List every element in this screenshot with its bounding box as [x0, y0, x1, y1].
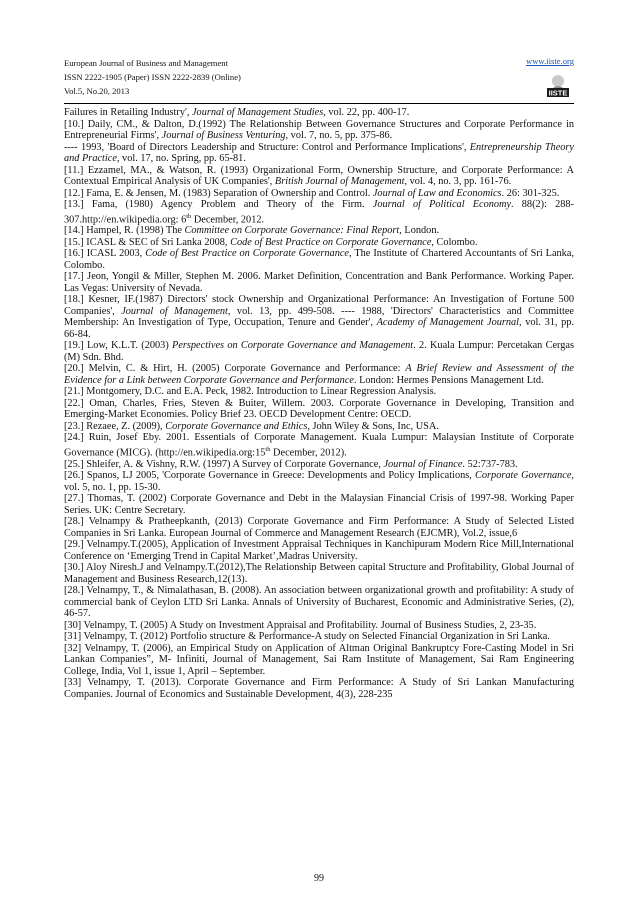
- reference-text: . 2. Kuala Lumpur: Percetakan Cergas (M) Sdn. Bhd.: [64, 340, 575, 363]
- reference-text: [16.] ICASL 2003,: [64, 248, 146, 260]
- reference-text: [11.] Ezzamel, MA., & Watson, R. (1993) Organizational Form, Ownership Structure, and Corporate Performance: A Contextual Empirical Analysis of UK Companies',: [64, 164, 574, 187]
- reference-text: [23.] Rezaee, Z. (2009),: [64, 420, 166, 432]
- reference-text: [26.] Spanos, LJ 2005, 'Corporate Governance in Greece: Developments and Policy Implications,: [64, 470, 476, 482]
- reference-text: [14.] Hampel, R. (1998) The: [64, 225, 185, 237]
- header-divider: [64, 103, 574, 104]
- reference-entry: [64, 386, 574, 398]
- reference-title: Corporate Governance and Ethics: [165, 420, 308, 432]
- reference-text: [32] Velnampy, T. (2006), an Empirical Study on Application of Altman Original Bankruptcy Fore-Casting Model in Sri Lankan Companies”, M- Infiniti, Journal of Management, Sai Ram Institute of Management, Sai Ram Engineering College, India, Vol 1, issue 1, April – September.: [64, 642, 574, 677]
- reference-text: [27.] Thomas, T. (2002) Corporate Governance and Debt in the Malaysian Financial Crisis of 1997-98. Working Paper Series. UK: Centre Secretary.: [64, 493, 574, 516]
- journal-url-link[interactable]: www.iiste.org: [526, 56, 574, 66]
- reference-entry: [64, 643, 574, 678]
- reference-entry: [64, 677, 574, 700]
- reference-entry: [64, 631, 574, 643]
- reference-text: [21.] Montgomery, D.C. and E.A. Peck, 1982. Introduction to Linear Regression Analysis.: [64, 386, 437, 398]
- reference-text: [22.] Oman, Charles, Fries, Steven & Buiter, Willem. 2003. Corporate Governance in Developing, Transition and Emerging-Market Economies. Policy Brief 23. OECD Development Centre: OECD.: [64, 397, 574, 421]
- reference-text: [28.] Velnampy & Pratheepkanth, (2013) Corporate Governance and Firm Performance: A Study of Selected Listed Companies in Sri Lanka. European Journal of Commerce and Management Research (EJCMR), Vol.2, issue,6: [64, 516, 574, 539]
- reference-text: [12.] Fama, E. & Jensen, M. (1983) Separation of Ownership and Control.: [64, 187, 373, 199]
- reference-text: . London: Hermes Pensions Management Ltd.: [353, 374, 544, 386]
- reference-title: Entrepreneurship Theory and Practice: [64, 141, 575, 164]
- reference-text: [19.] Low, K.L.T. (2003): [64, 340, 173, 352]
- reference-text: , The Institute of Chartered Accountants of Sri Lanka, Colombo.: [64, 248, 574, 271]
- reference-title: Committee on Corporate Governance: Final Report: [184, 225, 400, 237]
- reference-text: [30] Velnampy, T. (2005) A Study on Investment Appraisal and Profitability. Journal of Business Studies, 2, 23-35.: [64, 619, 537, 631]
- reference-entry: [64, 539, 574, 562]
- reference-title: Journal of Management Studies: [191, 107, 324, 118]
- reference-text: December, 2012).: [270, 447, 347, 459]
- reference-entry: [64, 271, 574, 294]
- reference-text: December, 2012.: [191, 213, 265, 225]
- reference-entry: [64, 470, 574, 493]
- reference-entry: [64, 516, 574, 539]
- reference-title: Journal of Management: [121, 305, 228, 317]
- reference-title: Journal of Finance: [383, 458, 463, 470]
- volume-line: Vol.5, No.20, 2013: [64, 86, 130, 96]
- reference-text: , vol. 4, no. 3, pp. 161-76.: [404, 176, 512, 187]
- reference-text: , vol. 31, pp. 66-84.: [64, 317, 574, 340]
- reference-entry: [64, 585, 574, 620]
- reference-text: [13.] Fama, (1980) Agency Problem and Theory of the Firm.: [64, 199, 373, 210]
- reference-text: th: [265, 445, 271, 453]
- reference-title: Code of Best Practice on Corporate Governance: [145, 248, 349, 260]
- reference-text: [25.] Shleifer, A. & Vishny, R.W. (1997) A Survey of Corporate Governance,: [64, 458, 384, 470]
- reference-text: . 88(2): 288-307.http://en.wikipedia.org: 6: [64, 199, 574, 225]
- reference-entry: [64, 237, 574, 249]
- reference-title: A Brief Review and Assessment of the Evidence for a Link between Corporate Governance and Performance: [64, 363, 574, 386]
- reference-text: . 26: 301-325.: [501, 187, 560, 199]
- reference-title: Perspectives on Corporate Governance and Management: [172, 340, 414, 352]
- reference-entry: [64, 620, 574, 632]
- issn-line: ISSN 2222-1905 (Paper) ISSN 2222-2839 (Online): [64, 72, 241, 82]
- reference-text: , vol. 17, no. Spring, pp. 65-81.: [116, 153, 246, 164]
- page-number: 99: [314, 873, 324, 884]
- reference-list: [64, 107, 574, 700]
- reference-text: , John Wiley & Sons, Inc, USA.: [307, 420, 439, 432]
- reference-entry: [64, 363, 574, 386]
- reference-entry: [64, 225, 574, 237]
- reference-title: Corporate Governance: [475, 470, 572, 482]
- reference-text: , London.: [399, 225, 440, 237]
- reference-text: [24.] Ruin, Josef Eby. 2001. Essentials of Corporate Management. Kuala Lumpur: Malaysian Institute of Corporate Governance (MICG). (http://en.wikipedia.org:15: [64, 432, 574, 459]
- reference-text: , vol. 22, pp. 400-17.: [323, 107, 410, 118]
- reference-entry: [64, 294, 574, 340]
- reference-title: Journal of Political Economy: [372, 199, 512, 210]
- reference-text: [10.] Daily, CM., & Dalton, D.(1992) The Relationship Between Governance Structures and Corporate Performance in Entrepreneurial Firms',: [64, 118, 574, 141]
- reference-entry: [64, 459, 574, 471]
- reference-text: , vol. 7, no. 5, pp. 375-86.: [285, 130, 393, 141]
- reference-text: [29.] Velnampy.T.(2005), Application of Investment Appraisal Techniques in Kanchipuram Modern Rice Mill,International Conference on ‘Emerging Trend in Capital Market’,Madras University.: [64, 539, 574, 562]
- reference-text: ---- 1993, 'Board of Directors Leadership and Structure: Control and Performance Implications',: [64, 141, 470, 153]
- reference-text: [15.] ICASL & SEC of Sri Lanka 2008,: [64, 236, 231, 248]
- reference-entry: [64, 493, 574, 516]
- svg-text:IISTE: IISTE: [548, 88, 568, 98]
- reference-title: British Journal of Management: [274, 176, 405, 187]
- reference-entry: [64, 432, 574, 458]
- reference-entry: [64, 398, 574, 421]
- reference-title: Academy of Management Journal: [376, 317, 520, 329]
- reference-text: . 52:737-783.: [462, 458, 518, 470]
- reference-entry: [64, 119, 574, 142]
- reference-entry: [64, 107, 574, 119]
- reference-text: th: [186, 212, 192, 220]
- iiste-logo-icon: [544, 72, 572, 100]
- reference-text: [33] Velnampy, T. (2013). Corporate Governance and Firm Performance: A Study of Sri Lankan Manufacturing Companies. Journal of Economics and Sustainable Development, 4(3), 228-235: [64, 677, 574, 700]
- reference-entry: [64, 142, 574, 165]
- reference-text: [28.] Velnampy, T., & Nimalathasan, B. (2008). An association between organizational growth and profitability: A study of commercial bank of Ceylon LTD Sri Lanka. Annals of University of Bucharest, Economic and Administrative Series, (2), 46-57.: [64, 585, 574, 620]
- reference-text: , vol. 13, pp. 499-508. ---- 1988, 'Directors' Characteristics and Committee Membership: An Investigation of Type, Occupation, Tenure and Gender',: [64, 305, 574, 329]
- reference-text: , vol. 5, no. 1, pp. 15-30.: [64, 470, 574, 493]
- reference-text: [20.] Melvin, C. & Hirt, H. (2005) Corporate Governance and Performance:: [64, 363, 406, 375]
- journal-name: European Journal of Business and Management: [64, 58, 228, 68]
- reference-entry: [64, 199, 574, 225]
- reference-entry: [64, 248, 574, 271]
- reference-text: [17.] Jeon, Yongil & Miller, Stephen M. 2006. Market Definition, Concentration and Bank Performance. Working Paper. Las Vegas: University of Nevada.: [64, 271, 574, 294]
- reference-text: , Colombo.: [431, 236, 478, 248]
- reference-text: Failures in Retailing Industry',: [64, 107, 192, 118]
- reference-text: [30.] Aloy Niresh.J and Velnampy.T.(2012),The Relationship Between capital Structure and Profitability, Global Journal of Management and Business Research,12(13).: [64, 562, 574, 585]
- reference-text: [18.] Kesner, IF.(1987) Directors' stock Ownership and Organizational Performance: An Investigation of Fortune 500 Companies',: [64, 294, 574, 317]
- reference-title: Code of Best Practice on Corporate Governance: [230, 236, 432, 248]
- reference-title: Journal of Business Venturing: [161, 130, 286, 141]
- reference-entry: [64, 165, 574, 188]
- reference-entry: [64, 421, 574, 433]
- reference-title: Journal of Law and Economics: [372, 187, 502, 199]
- reference-text: [31] Velnampy, T. (2012) Portfolio structure & Performance-A study on Selected Financial Organization in Sri Lanka.: [64, 631, 550, 643]
- reference-entry: [64, 562, 574, 585]
- reference-entry: [64, 188, 574, 200]
- page-header: [64, 56, 574, 102]
- reference-entry: [64, 340, 574, 363]
